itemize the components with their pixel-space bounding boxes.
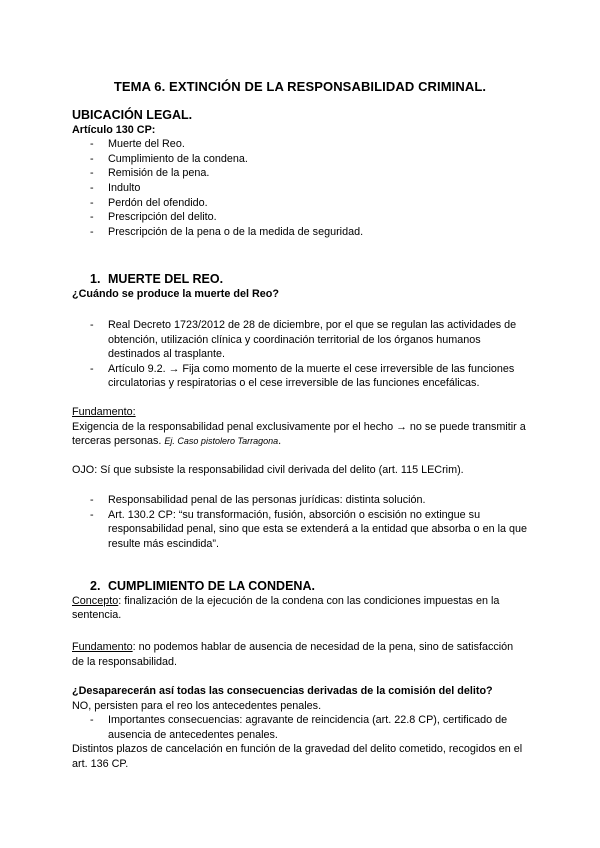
ubicacion-heading: UBICACIÓN LEGAL. — [72, 108, 193, 122]
articulo-label: Artículo 130 CP: — [72, 123, 156, 136]
list-item: - Remisión de la pena. — [72, 166, 528, 181]
muerte-list-2 — [72, 493, 528, 551]
ubicacion-list — [72, 137, 528, 239]
list-item: - Cumplimiento de la condena. — [72, 152, 528, 167]
list-item: - Perdón del ofendido. — [72, 196, 528, 211]
muerte-list-1 — [72, 318, 528, 391]
fundamento-text: : no podemos hablar de ausencia de necesidad de la pena, sino de satisfacción de la responsabilidad. — [72, 641, 514, 668]
fundamento-text — [72, 420, 528, 449]
list-item: - Prescripción de la pena o de la medida de seguridad. — [72, 225, 528, 240]
section-cumplimiento — [72, 579, 528, 623]
concepto-paragraph — [72, 594, 528, 623]
muerte-ojo: OJO: Sí que subsiste la responsabilidad civil derivada del delito (art. 115 LECrim). — [72, 464, 464, 476]
heading-text: MUERTE DEL REO. — [108, 272, 224, 286]
cumplimiento-question-block — [72, 684, 528, 772]
concepto-text: : finalización de la ejecución de la condena con las condiciones impuestas en la sentencia. — [72, 594, 500, 622]
heading-text: CUMPLIMIENTO DE LA CONDENA. — [108, 579, 315, 593]
muerte-heading — [72, 272, 528, 287]
fundamento-example: Ej. Caso pistolero Tarragona — [164, 436, 279, 447]
list-item: - Muerte del Reo. — [72, 137, 528, 152]
document-page — [72, 0, 528, 848]
fundamento-label: Fundamento — [72, 641, 133, 653]
list-item: - Importantes consecuencias: agravante de reincidencia (art. 22.8 CP), certificado de ausencia de antecedentes penales. — [72, 713, 528, 742]
concepto-label: Concepto — [72, 594, 119, 607]
cumplimiento-list — [72, 713, 528, 742]
heading-number: 1. — [90, 272, 101, 286]
fundamento-end: . — [278, 435, 282, 448]
cumplimiento-heading — [72, 579, 528, 594]
list-item: - Real Decreto 1723/2012 de 28 de diciembre, por el que se regulan las actividades de obtención, utilización clínica y coordinación territorial de los órganos humanos destinados al trasplante. — [72, 318, 528, 362]
section-ubicacion — [72, 108, 528, 239]
list-item: - Artículo 9.2. → Fija como momento de la muerte el cese irreversible de las funciones circulatorias y respiratorias o el cese irreversible de las funciones encefálicas. — [72, 362, 528, 391]
fundamento-label: Fundamento: — [72, 406, 136, 418]
fundamento-body: Exigencia de la responsabilidad penal exclusivamente por el hecho → no se puede transmitir a terceras personas. — [72, 420, 526, 448]
list-item: - Responsabilidad penal de las personas jurídicas: distinta solución. — [72, 493, 528, 508]
list-item: - Prescripción del delito. — [72, 210, 528, 225]
page-title: TEMA 6. EXTINCIÓN DE LA RESPONSABILIDAD CRIMINAL. — [113, 79, 487, 94]
cumplimiento-question: ¿Desaparecerán así todas las consecuencias derivadas de la comisión del delito? — [72, 685, 493, 697]
cumplimiento-answer: NO, persisten para el reo los antecedentes penales. — [72, 699, 322, 712]
cumplimiento-closing: Distintos plazos de cancelación en función de la gravedad del delito cometido, recogidos en el art. 136 CP. — [72, 743, 523, 770]
list-item: - Indulto — [72, 181, 528, 196]
list-item: - Art. 130.2 CP: “su transformación, fusión, absorción o escisión no extingue su responsabilidad penal, sino que esta se extenderá a la entidad que absorba o en la que resulte más escindida”. — [72, 508, 528, 552]
cumplimiento-fundamento — [72, 640, 528, 669]
heading-number: 2. — [90, 579, 101, 593]
section-muerte — [72, 272, 528, 301]
muerte-fundamento — [72, 405, 528, 449]
muerte-question: ¿Cuándo se produce la muerte del Reo? — [72, 287, 279, 300]
